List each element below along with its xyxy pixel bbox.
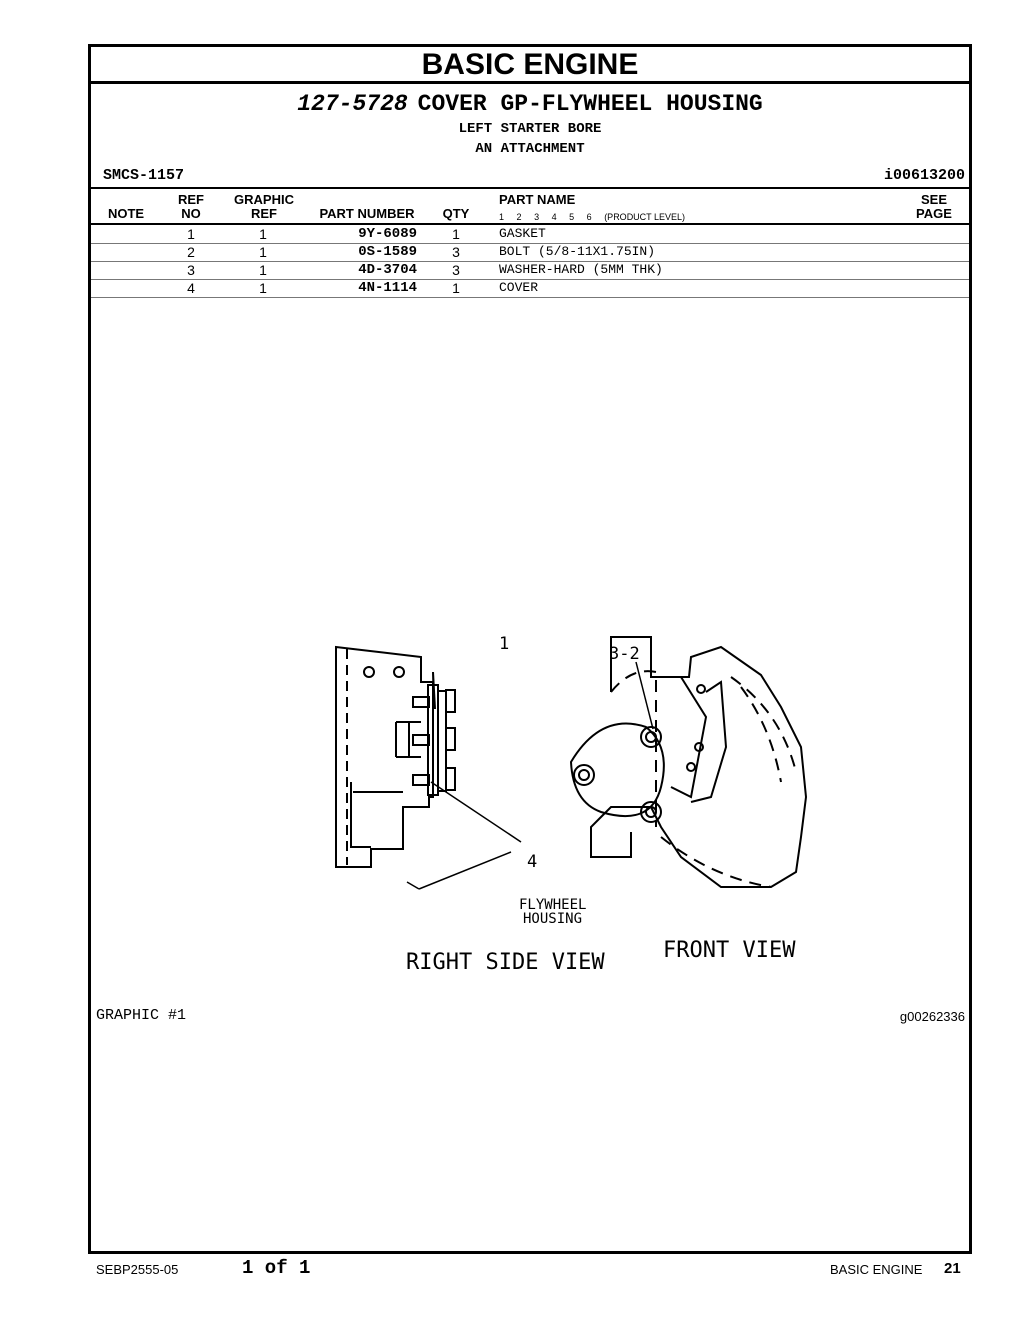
flywheel-label-2: HOUSING — [523, 911, 583, 927]
group-number: 127-5728 — [297, 91, 408, 117]
row-part-name: COVER — [499, 280, 539, 295]
col-graphic-header-top: GRAPHIC — [234, 192, 294, 207]
row-graphic-ref: 1 — [259, 262, 267, 278]
row-graphic-ref: 1 — [259, 244, 267, 260]
row-part-number: 9Y-6089 — [358, 226, 417, 242]
graphic-id: g00262336 — [899, 1009, 965, 1024]
row-ref: 4 — [187, 280, 195, 296]
right-side-view-label: RIGHT SIDE VIEW — [406, 950, 605, 975]
product-levels — [499, 212, 695, 222]
level-3: 3 — [534, 212, 540, 222]
group-name: COVER GP-FLYWHEEL HOUSING — [417, 91, 763, 117]
col-see-header-bottom: PAGE — [916, 206, 952, 221]
footer-section: BASIC ENGINE — [830, 1262, 923, 1277]
right-side-view-drawing — [336, 647, 521, 889]
row-part-name: GASKET — [499, 226, 546, 241]
table-row — [91, 261, 969, 280]
callout-4: 4 — [527, 852, 538, 872]
header-rule-top — [91, 187, 969, 189]
table-row — [91, 279, 969, 298]
section-title: BASIC ENGINE — [421, 48, 639, 81]
row-qty: 1 — [452, 280, 460, 296]
col-note-header: NOTE — [107, 206, 145, 221]
table-row — [91, 243, 969, 262]
row-part-number: 4D-3704 — [358, 262, 417, 278]
row-ref: 1 — [187, 226, 195, 242]
row-qty: 3 — [452, 244, 460, 260]
section-title-bar — [91, 47, 969, 84]
row-part-number: 4N-1114 — [358, 280, 417, 296]
col-part-name-header: PART NAME — [499, 192, 576, 207]
subtitle-1: LEFT STARTER BORE — [458, 121, 602, 137]
row-graphic-ref: 1 — [259, 226, 267, 242]
row-ref: 3 — [187, 262, 195, 278]
level-4: 4 — [551, 212, 557, 222]
footer-doc-number: SEBP2555-05 — [96, 1262, 179, 1277]
row-part-name: BOLT (5/8-11X1.75IN) — [499, 244, 656, 259]
group-title — [91, 91, 969, 117]
footer-page-number: 21 — [944, 1260, 961, 1277]
front-view-label: FRONT VIEW — [663, 938, 796, 963]
smcs-code: SMCS-1157 — [103, 167, 185, 184]
col-see-header-top: SEE — [920, 192, 947, 207]
callout-3-2: 3-2 — [609, 644, 640, 664]
subtitle-2: AN ATTACHMENT — [475, 141, 585, 157]
col-ref-header-top: REF — [178, 192, 204, 207]
parts-illustration — [311, 597, 831, 987]
row-qty: 3 — [452, 262, 460, 278]
row-graphic-ref: 1 — [259, 280, 267, 296]
row-part-number: 0S-1589 — [358, 244, 417, 260]
row-ref: 2 — [187, 244, 195, 260]
level-2: 2 — [516, 212, 522, 222]
flywheel-label-1: FLYWHEEL — [519, 897, 587, 913]
product-level-label: (PRODUCT LEVEL) — [604, 212, 686, 222]
row-part-name: WASHER-HARD (5MM THK) — [499, 262, 663, 277]
level-1: 1 — [499, 212, 505, 222]
level-6: 6 — [586, 212, 592, 222]
front-view-drawing — [571, 637, 806, 887]
footer-page-of: 1 of 1 — [242, 1257, 311, 1279]
col-part-number-header: PART NUMBER — [319, 206, 415, 221]
row-qty: 1 — [452, 226, 460, 242]
level-5: 5 — [569, 212, 575, 222]
callout-1: 1 — [499, 634, 510, 654]
col-qty-header: QTY — [442, 206, 470, 221]
col-ref-header-bottom: NO — [181, 206, 201, 221]
page-frame — [88, 44, 972, 1254]
graphic-label: GRAPHIC #1 — [96, 1007, 187, 1024]
illustration-id: i00613200 — [883, 167, 965, 184]
table-row — [91, 225, 969, 244]
col-graphic-header-bottom: REF — [251, 206, 277, 221]
